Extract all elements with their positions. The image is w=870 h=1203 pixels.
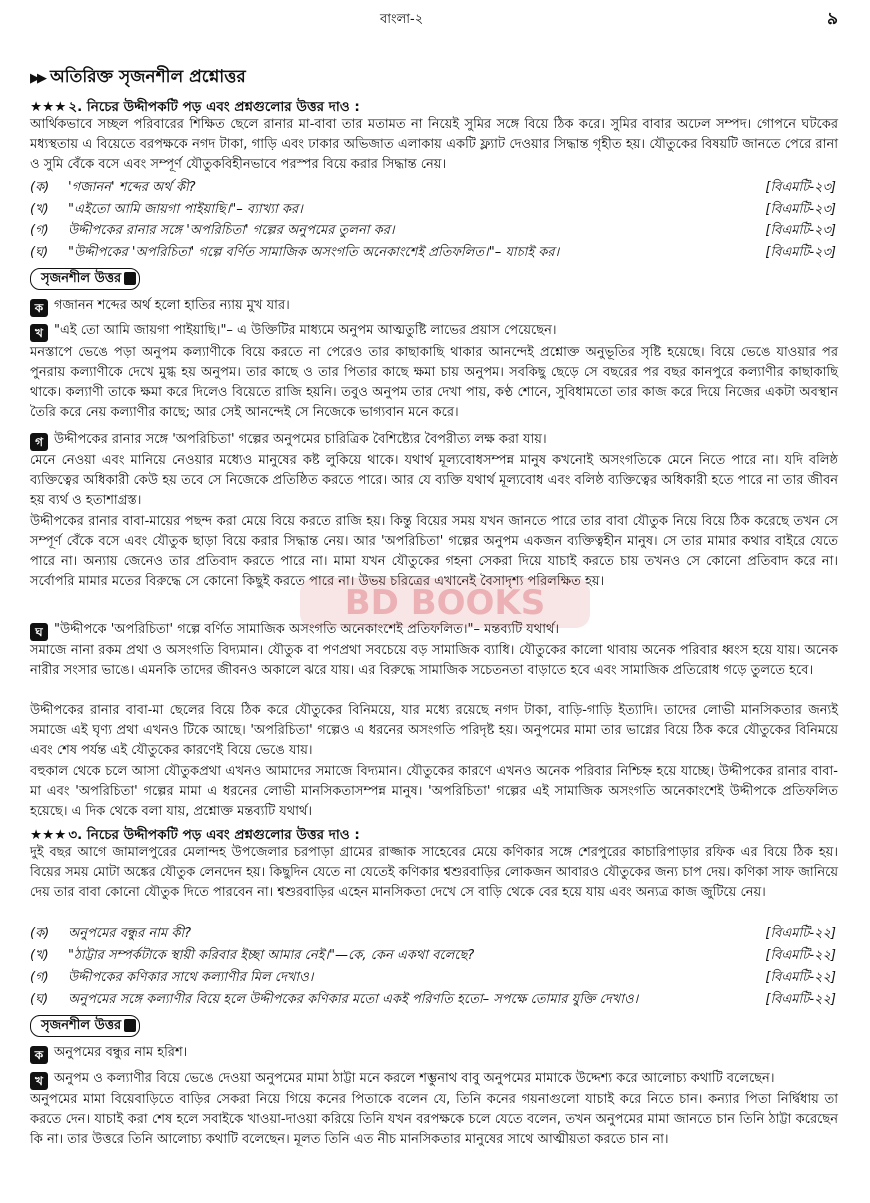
- q2-answer-ka: ক গজানন শব্দের অর্থ হলো হাতির ন্যায় মুখ যার।: [30, 296, 838, 317]
- q3-stimulus: দুই বছর আগে জামালপুরের মেলান্দহ উপজেলার চরপাড়া গ্রামের রাজ্জাক সাহেবের মেয়ে কণিকার সঙ্গে শেরপুরের কাচারিপাড়ার রফিক এর বিয়ে ঠিক হয়। বিয়ের সময় মোটা অঙ্কের যৌতুক লেনদেন হয়। কিছুদিন যেতে না যেতেই কণিকার শ্বশুরবাড়ির লোকজন আবারও যৌতুকের জন্য চাপ দেয়। কণিকা সাফ জানিয়ে দেয় তার বাবা কোনো যৌতুক দিতে পারবেন না। শ্বশুরবাড়ির এহেন মানসিকতা দেখে সে বাড়ি থেকে বের হয়ে যায় এবং অন্যত্র কাজ জুটিয়ে নেয়।: [30, 845, 838, 900]
- question-3-heading: ★★★ ৩. নিচের উদ্দীপকটি পড় এবং প্রশ্নগুলোর উত্তর দাও :: [30, 827, 360, 843]
- q3-answer-label: সৃজনশীল উত্তর: [30, 1015, 140, 1037]
- q2-answer-ga-p2: উদ্দীপকের রানার বাবা-মায়ের পছন্দ করা মেয়ে বিয়ে করতে রাজি হয়। কিন্তু বিয়ের সময় যখন জানতে পারে তার বাবা যৌতুক নিয়ে বিয়ে ঠিক করেছে তখন সে সম্পূর্ণ বেঁকে বসে এবং যৌতুক ছাড়া বিয়ে করার সিদ্ধান্ত নেয়। আর 'অপরিচিতা' গল্পের অনুপম একজন ব্যক্তিত্বহীন মানুষ। সে তার মামার কথার বাইরে যেতে পারে না। অন্যায় জেনেও তার প্রতিবাদ করতে পারে না। মামা যখন যৌতুকের গহনা সেকরা দিয়ে যাচাই করতে চায় তখনও সে কোনো প্রতিবাদ করে না। সর্বোপরি মামার মতের বিরুদ্ধে সে কোনো কিছুই করতে পারে না। উভয় চরিত্রের এখানেই বৈসাদৃশ্য পরিলক্ষিত হয়।: [30, 514, 838, 589]
- board-ref: [বিএমটি-২২]: [765, 926, 836, 941]
- answer-badge: গ: [30, 433, 48, 451]
- q2-sub-kha: (খ) "এইতো আমি জায়গা পাইয়াছি।"– ব্যাখ্যা কর। [বিএমটি-২৩]: [30, 200, 836, 220]
- q2-stimulus: আর্থিকভাবে সচ্ছল পরিবারের শিক্ষিত ছেলে রানার মা-বাবা তার মতামত না নিয়েই সুমির সঙ্গে বিয়ে ঠিক করে। সুমির বাবার অঢেল সম্পদ। গোপনে ঘটকের মধ্যস্থতায় এ বিয়েতে বরপক্ষকে নগদ টাকা, গাড়ি এবং ঢাকার অভিজাত এলাকায় একটি ফ্ল্যাট দেওয়ার সিদ্ধান্ত গৃহীত হয়। যৌতুকের বিষয়টি জানতে পেরে রানা ও সুমি বেঁকে বসে এবং সম্পূর্ণ যৌতুকবিহীনভাবে পরস্পর বিয়ে করার সিদ্ধান্ত নেয়।: [30, 117, 838, 172]
- watermark: BD BOOKS: [300, 578, 590, 628]
- q3-sub-ga: (গ) উদ্দীপকের কণিকার সাথে কল্যাণীর মিল দেখাও। [বিএমটি-২২]: [30, 968, 836, 988]
- board-ref: [বিএমটি-২২]: [765, 970, 836, 985]
- q3-answer-ka: ক অনুপমের বন্ধুর নাম হরিশ।: [30, 1043, 838, 1064]
- q3-sub-ka: (ক) অনুপমের বন্ধুর নাম কী? [বিএমটি-২২]: [30, 924, 836, 944]
- board-ref: [বিএমটি-২৩]: [765, 245, 836, 260]
- board-ref: [বিএমটি-২৩]: [765, 180, 836, 195]
- q2-answer-ga-p1: মেনে নেওয়া এবং মানিয়ে নেওয়ার মধ্যেও মানুষের কষ্ট লুকিয়ে থাকে। যথার্থ মূল্যবোধসম্পন্ন মানুষ কখনোই অসংগতিকে মেনে নিতে পারে না। যদি বলিষ্ঠ ব্যক্তিত্বের অধিকারী কেউ হয় তবে সে নিজেকে প্রতিষ্ঠিত করতে পারে। আর যে ব্যক্তি যথার্থ মূল্যবোধ এবং বলিষ্ঠ ব্যক্তিত্বের অধিকারী হতে পারে না তার জীবন হয় ব্যর্থ ও হতাশাগ্রস্ত।: [30, 453, 838, 508]
- q2-answer-label: সৃজনশীল উত্তর: [30, 268, 140, 290]
- question-2-heading: ★★★ ২. নিচের উদ্দীপকটি পড় এবং প্রশ্নগুলোর উত্তর দাও :: [30, 99, 360, 115]
- q2-sub-gha: (ঘ) "উদ্দীপকের 'অপরিচিতা' গল্পে বর্ণিত সামাজিক অসংগতি অনেকাংশেই প্রতিফলিত।"– যাচাই কর। [বিএমটি-২৩]: [30, 243, 836, 263]
- answer-badge: খ: [30, 324, 48, 342]
- section-title-text: অতিরিক্ত সৃজনশীল প্রশ্নোত্তর: [50, 67, 246, 87]
- q3-answer-kha-lead: খ অনুপম ও কল্যাণীর বিয়ে ভেঙে দেওয়া অনুপমের মামা ঠাট্টা মনে করলে শম্ভুনাথ বাবু অনুপমের মামাকে উদ্দেশ্য করে আলোচ্য কথাটি বলেছেন।: [30, 1069, 838, 1090]
- q2-answer-gha-p2: উদ্দীপকের রানার বাবা-মা ছেলের বিয়ে ঠিক করে যৌতুকের বিনিময়ে, যার মধ্যে রয়েছে নগদ টাকা, বাড়ি-গাড়ি ইত্যাদি। তাদের লোভী মানসিকতার জন্যই সমাজে এই ঘৃণ্য প্রথা এখনও টিকে আছে। 'অপরিচিতা' গল্পেও এ ধরনের অসংগতি পরিদৃষ্ট হয়। অনুপমের মামা তার ভাগ্নের বিয়ে ঠিক করে যৌতুকের বিনিময়ে এবং শেষ পর্যন্ত এই যৌতুকের কারণেই বিয়ে ভেঙে যায়।: [30, 703, 838, 758]
- board-ref: [বিএমটি-২৩]: [765, 202, 836, 217]
- q2-answer-gha-p3: বহুকাল থেকে চলে আসা যৌতুকপ্রথা এখনও আমাদের সমাজে বিদ্যমান। যৌতুকের কারণে এখনও অনেক পরিবার নিশ্চিহ্ন হয়ে যাচ্ছে। উদ্দীপকের রানার বাবা-মা এবং 'অপরিচিতা' গল্পের মামা এ ধরনের লোভী মানসিকতাসম্পন্ন মানুষ। 'অপরিচিতা' গল্পের এই সামাজিক অসংগতি অনেকাংশেই উদ্দীপকে প্রতিফলিত হয়েছে। এ দিক থেকে বলা যায়, প্রশ্নোক্ত মন্তব্যটি যথার্থ।: [30, 764, 838, 819]
- q2-answer-ga-lead: গ উদ্দীপকের রানার সঙ্গে 'অপরিচিতা' গল্পের অনুপমের চারিত্রিক বৈশিষ্ট্যের বৈপরীত্য লক্ষ করা যায়।: [30, 430, 838, 451]
- board-ref: [বিএমটি-২২]: [765, 948, 836, 963]
- q2-sub-ka: (ক) 'গজানন' শব্দের অর্থ কী? [বিএমটি-২৩]: [30, 178, 836, 198]
- q3-answer-kha-body: অনুপমের মামা বিয়েবাড়িতে বাড়ির সেকরা নিয়ে গিয়ে কনের পিতাকে বলেন যে, তিনি কনের গয়নাগুলো যাচাই করে নিতে চান। কন্যার পিতা নির্দ্বিধায় তা করতে দেন। যাচাই করা শেষ হলে সবাইকে খাওয়া-দাওয়া করিয়ে তিনি যখন বরপক্ষকে চলে যেতে বলেন, তখন অনুপমের মামা জানতে চান তিনি ঠাট্টা করেছেন কি না। তার উত্তরে তিনি আলোচ্য কথাটি বলেছেন। মূলত তিনি এত নীচ মানসিকতার মানুষের সাথে আত্মীয়তা করতে চান না।: [30, 1092, 838, 1147]
- board-ref: [বিএমটি-২৩]: [765, 223, 836, 238]
- header-title: বাংলা-২: [380, 12, 424, 27]
- q2-answer-kha-lead: খ "এই তো আমি জায়গা পাইয়াছি।"– এ উক্তিটির মাধ্যমে অনুপম আত্মতুষ্টি লাভের প্রয়াস পেয়েছেন।: [30, 321, 838, 342]
- pin-icon: [124, 1019, 136, 1032]
- answer-badge: খ: [30, 1072, 48, 1090]
- answer-badge: ক: [30, 1046, 48, 1064]
- answer-badge: ক: [30, 299, 48, 317]
- pin-icon: [124, 272, 136, 285]
- section-title: [30, 64, 246, 92]
- q2-answer-kha-body: মনস্তাপে ভেঙে পড়া অনুপম কল্যাণীকে বিয়ে করতে না পেরেও তার কাছাকাছি থাকার আনন্দেই প্রশ্নোক্ত অনুভূতির সৃষ্টি হয়েছে। বিয়ে ভেঙে যাওয়ার পর পুনরায় কল্যাণীকে দেখে মুগ্ধ হয় অনুপম। তার কাছে ও তার পিতার কাছে ক্ষমা চায় অনুপম। সবকিছু ছেড়ে সে বছরের পর বছর কানপুরে কল্যাণীর কাছাকাছি থাকে। কল্যাণী তাকে ক্ষমা করে দিলেও বিয়েতে রাজি হয়নি। তবুও অনুপম তার দেখা পায়, কণ্ঠ শোনে, সুবিধামতো তার কাজ করে দিয়ে নিজের একটা অবস্থান তৈরি করে নেয় কল্যাণীর কাছে; আর সেই আনন্দেই সে নিজেকে ভাগ্যবান মনে করে।: [30, 345, 838, 420]
- board-ref: [বিএমটি-২২]: [765, 992, 836, 1007]
- q3-sub-kha: (খ) "ঠাট্টার সম্পর্কটাকে স্থায়ী করিবার ইচ্ছা আমার নেই।"—কে, কেন একথা বলেছে? [বিএমটি-২২]: [30, 946, 836, 966]
- q2-answer-gha-p1: সমাজে নানা রকম প্রথা ও অসংগতি বিদ্যমান। যৌতুক বা পণপ্রথা সবচেয়ে বড় সামাজিক ব্যাধি। যৌতুকের কালো থাবায় অনেক পরিবার ধ্বংস হয়ে যায়। অনেক নারীর সংসার ভাঙে। এমনকি তাদের জীবনও অকালে ঝরে যায়। এর বিরুদ্ধে সামাজিক সচেতনতা বাড়াতে হবে এবং সামাজিক প্রতিরোধ গড়ে তুলতে হবে।: [30, 643, 838, 678]
- answer-badge: ঘ: [30, 623, 48, 641]
- q2-sub-ga: (গ) উদ্দীপকের রানার সঙ্গে 'অপরিচিতা' গল্পের অনুপমের তুলনা কর। [বিএমটি-২৩]: [30, 221, 836, 241]
- importance-stars: ★★★: [30, 99, 67, 115]
- importance-stars: ★★★: [30, 827, 67, 843]
- page-number: ৯: [826, 9, 838, 29]
- q2-answer-gha-lead: ঘ "উদ্দীপকে 'অপরিচিতা' গল্পে বর্ণিত সামাজিক অসংগতি অনেকাংশেই প্রতিফলিত।"– মন্তব্যটি যথার্থ।: [30, 620, 838, 641]
- double-arrow-icon: ▶▶: [30, 70, 44, 86]
- q3-sub-gha: (ঘ) অনুপমের সঙ্গে কল্যাণীর বিয়ে হলে উদ্দীপকের কণিকার মতো একই পরিণতি হতো– সপক্ষে তোমার যুক্তি দেখাও। [বিএমটি-২২]: [30, 990, 836, 1010]
- running-header: [0, 6, 870, 32]
